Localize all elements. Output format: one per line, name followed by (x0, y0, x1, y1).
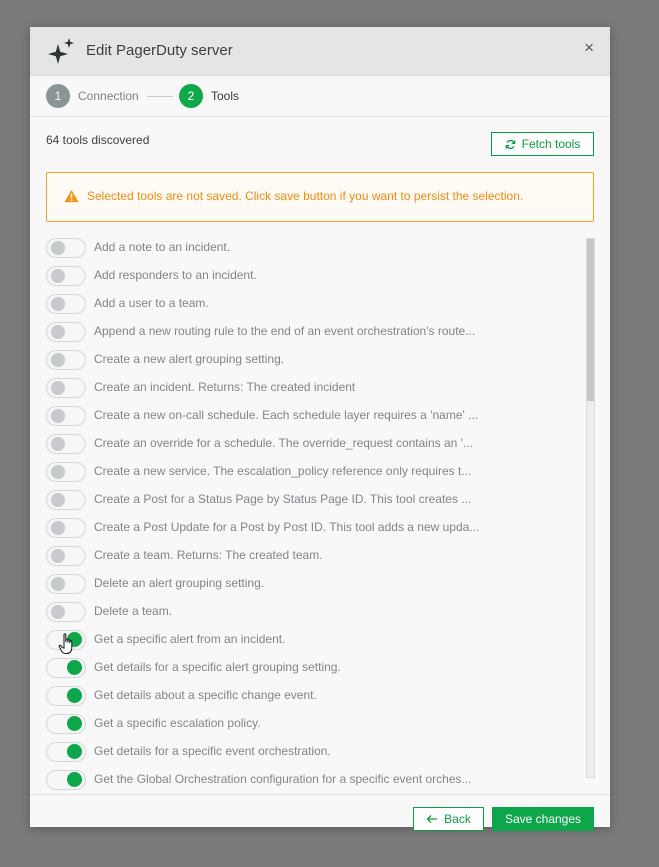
tool-toggle[interactable] (46, 350, 86, 370)
toggle-knob (51, 437, 65, 451)
tool-row (46, 489, 578, 517)
tool-toggle[interactable] (46, 406, 86, 426)
toggle-knob (51, 549, 65, 563)
close-icon[interactable]: × (584, 38, 594, 57)
toggle-knob (51, 297, 65, 311)
toggle-knob (51, 381, 65, 395)
toggle-knob (51, 325, 65, 339)
toggle-knob (51, 409, 65, 423)
fetch-tools-label: Fetch tools (521, 137, 581, 151)
tool-label: Get details for a specific event orchestration. (94, 744, 331, 758)
tool-label: Get a specific alert from an incident. (94, 632, 286, 646)
tool-label: Create a new alert grouping setting. (94, 352, 285, 366)
toggle-knob (67, 744, 82, 759)
toggle-knob (51, 493, 65, 507)
tool-row (46, 657, 578, 685)
scrollbar-thumb[interactable] (587, 239, 594, 401)
tool-toggle[interactable] (46, 294, 86, 314)
tool-label: Get details for a specific alert grouping setting. (94, 660, 341, 674)
tool-toggle[interactable] (46, 770, 86, 790)
step-2-number: 2 (179, 84, 203, 108)
tool-label: Create an incident. Returns: The created incident (94, 380, 356, 394)
tool-row (46, 377, 578, 405)
tool-toggle[interactable] (46, 322, 86, 342)
tool-toggle[interactable] (46, 602, 86, 622)
step-connector (147, 96, 173, 97)
refresh-icon (505, 139, 516, 150)
sparkles-icon (46, 36, 76, 66)
tools-count: 64 tools discovered (46, 133, 150, 147)
tool-label: Create a new service. The escalation_policy reference only requires t... (94, 464, 472, 478)
toggle-knob (67, 660, 82, 675)
arrow-left-icon (426, 814, 438, 824)
save-changes-button[interactable] (492, 807, 594, 831)
edit-server-dialog (30, 27, 610, 827)
tool-toggle[interactable] (46, 266, 86, 286)
tool-row (46, 461, 578, 489)
step-1-number[interactable]: 1 (46, 84, 70, 108)
toggle-knob (67, 688, 82, 703)
toggle-knob (67, 772, 82, 787)
tool-row (46, 769, 578, 797)
tool-label: Get the Global Orchestration configuration for a specific event orches... (94, 772, 472, 786)
warning-icon (64, 189, 79, 203)
toggle-knob (51, 577, 65, 591)
tool-label: Delete a team. (94, 604, 173, 618)
dialog-header (30, 27, 610, 76)
tool-row (46, 741, 578, 769)
tool-label: Create an override for a schedule. The override_request contains an '... (94, 436, 473, 450)
tool-label: Add responders to an incident. (94, 268, 257, 282)
tool-label: Get a specific escalation policy. (94, 716, 261, 730)
tool-toggle[interactable] (46, 742, 86, 762)
tool-row (46, 265, 578, 293)
tool-row (46, 601, 578, 629)
tool-label: Get details about a specific change event. (94, 688, 317, 702)
tool-row (46, 713, 578, 741)
tool-label: Create a team. Returns: The created team. (94, 548, 323, 562)
dialog-title: Edit PagerDuty server (86, 42, 233, 59)
tool-label: Delete an alert grouping setting. (94, 576, 265, 590)
tool-toggle[interactable] (46, 462, 86, 482)
stepper (30, 76, 610, 117)
step-1-label[interactable]: Connection (78, 89, 139, 103)
tool-row (46, 321, 578, 349)
footer-divider (30, 794, 610, 795)
tool-row (46, 293, 578, 321)
tool-row (46, 405, 578, 433)
tool-row (46, 629, 578, 657)
tool-toggle[interactable] (46, 686, 86, 706)
tool-row (46, 573, 578, 601)
unsaved-warning-alert (46, 172, 594, 222)
toggle-knob (51, 605, 65, 619)
tool-toggle[interactable] (46, 490, 86, 510)
tool-toggle[interactable] (46, 714, 86, 734)
toggle-knob (51, 241, 65, 255)
tool-row (46, 517, 578, 545)
back-label: Back (444, 812, 471, 826)
toggle-knob (51, 353, 65, 367)
toggle-knob (51, 521, 65, 535)
hand-cursor-icon (58, 633, 76, 655)
tool-toggle[interactable] (46, 434, 86, 454)
fetch-tools-button[interactable] (491, 132, 594, 156)
tool-label: Create a new on-call schedule. Each schedule layer requires a 'name' ... (94, 408, 479, 422)
tool-toggle[interactable] (46, 546, 86, 566)
save-changes-label: Save changes (504, 812, 582, 826)
tool-toggle[interactable] (46, 518, 86, 538)
tool-row (46, 685, 578, 713)
toggle-knob (51, 465, 65, 479)
tool-label: Create a Post Update for a Post by Post ID. This tool adds a new upda... (94, 520, 480, 534)
toggle-knob (67, 716, 82, 731)
back-button[interactable] (413, 807, 484, 831)
step-2-label: Tools (211, 89, 240, 103)
tool-row (46, 237, 578, 265)
tool-label: Add a note to an incident. (94, 240, 231, 254)
tool-row (46, 433, 578, 461)
toggle-knob (51, 269, 65, 283)
tool-toggle[interactable] (46, 238, 86, 258)
tool-toggle[interactable] (46, 574, 86, 594)
tool-label: Create a Post for a Status Page by Status Page ID. This tool creates ... (94, 492, 472, 506)
tool-label: Add a user to a team. (94, 296, 209, 310)
tool-label: Append a new routing rule to the end of an event orchestration's route... (94, 324, 476, 338)
tools-list-scrollbar[interactable] (586, 238, 595, 778)
tool-row (46, 349, 578, 377)
tool-row (46, 545, 578, 573)
tool-toggle[interactable] (46, 658, 86, 678)
alert-message: Selected tools are not saved. Click save button if you want to persist the selection. (87, 189, 524, 203)
tool-toggle[interactable] (46, 378, 86, 398)
tools-list (46, 237, 578, 786)
